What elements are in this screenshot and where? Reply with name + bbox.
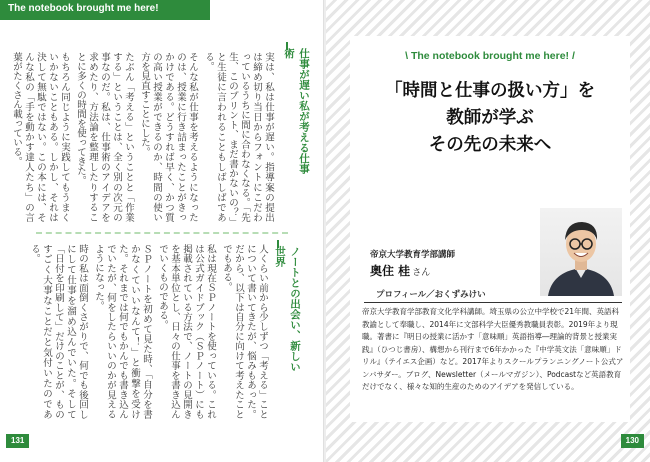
body-text-bottom [28, 244, 268, 419]
title-line: その先の未来へ [428, 135, 552, 155]
slash-icon: \ [405, 50, 411, 62]
left-page [0, 0, 324, 462]
author-honorific: さん [412, 268, 431, 278]
section-heading-1: 仕事が遅い私が考える仕事術 [283, 48, 310, 174]
profile-rule [364, 302, 622, 303]
author-name-line [370, 262, 430, 279]
profile-card [350, 36, 630, 422]
paragraph: 人くらい前から少しずつ「考える」ことについて書いてきたが、悩みもあった。だから、以下は自分に向けて考えたことでもある。 [221, 244, 268, 419]
header-banner [0, 0, 210, 20]
article-title [350, 78, 630, 159]
paragraph: ＳＰノートを初めて見た時、「自分を書かなくていいなんて！」と衝撃を受けた。それまでは何でもかんでも書き込んでいたが、何をしたらいいのかが見えるようになった。 [93, 244, 152, 419]
paragraph: 実は、私は仕事が遅い。指導案の提出は締め切り当日からフォントにこだわっているうちに間に合わなくなる。「先生、このプリント、まだ書かないの？」と生徒に言われることもしばしばである。 [203, 52, 274, 222]
kicker-line [350, 50, 630, 62]
author-affiliation: 帝京大学教育学部講師 [370, 250, 456, 260]
author-portrait [540, 208, 622, 296]
page-number-left: 131 [6, 434, 29, 448]
author-name: 奥住 桂 [370, 264, 411, 278]
header-banner-text: The notebook brought me here! [8, 3, 159, 14]
portrait-illustration [540, 208, 622, 296]
profile-label: プロフィール／おくずみけい [376, 290, 486, 300]
section-heading-2: ノートとの出会い、新しい世界 [274, 246, 301, 372]
paragraph: たぶん「考える」ということと「作業する」ということは、全く別の次元の事なのだ。私は、仕事術のアイデアを求めたり、方法論を整理したりすることに多くの時間を使ってきた。 [75, 52, 134, 222]
paragraph: そんな私が仕事を考えるようになったのは、授業に行き詰まったことがきっかけである。どうすれば早く、かつ質の高い授業ができるのか、時間の使い方を見直すことにした。 [139, 52, 198, 222]
paragraph: 私は現在ＳＰノートを使っている。これは公式ガイドブック（ＳＰノート）にも掲載されている方法で、ノートの見開きを基本単位とし、日々の仕事を書き込んでいくものである。 [157, 244, 216, 419]
paragraph: もちろん同じように実践してもうまくいかないこともある。しかし、それは決して無駄ではない。この本には、そんな私の「手を動かす達人たち」の言葉がたくさん載っている。 [11, 52, 70, 222]
author-bio: 帝京大学教育学部教育文化学科講師。埼玉県の公立中学校で21年間、英語科教諭として奉職し、2014年に文部科学大臣優秀教職員表彰。2019年より現職。著書に『明日の授業に活かす「意味順」英語指導―理論的背景と授業実践』（ひつじ書房）、構想から刊行まで6年かかった『中学英文法「意味順」ドリル』（テイエス企画）など。2017年よりスクールプランニングノート公式アンバサダー。ブログ、Newsletter（メールマガジン）、Podcastなど英語教育だけでなく、様々な知的生産のためのアイデアを発信している。 [362, 307, 624, 391]
paragraph: 時の私は面倒くさがりで、何でも後回しにして仕事を溜め込んでいた。そして「日付を印刷して」だけのことが、ものすごく大事なことだと気付いたのである。 [29, 244, 88, 419]
page-number-right: 130 [621, 434, 644, 448]
right-page [326, 0, 650, 462]
body-text-top [11, 52, 274, 222]
section-divider [36, 232, 288, 234]
title-line: 教師が学ぶ [446, 108, 534, 128]
title-line: 「時間と仕事の扱い方」を [385, 81, 595, 101]
slash-icon: / [569, 50, 575, 62]
kicker-text: The notebook brought me here! [410, 50, 570, 62]
